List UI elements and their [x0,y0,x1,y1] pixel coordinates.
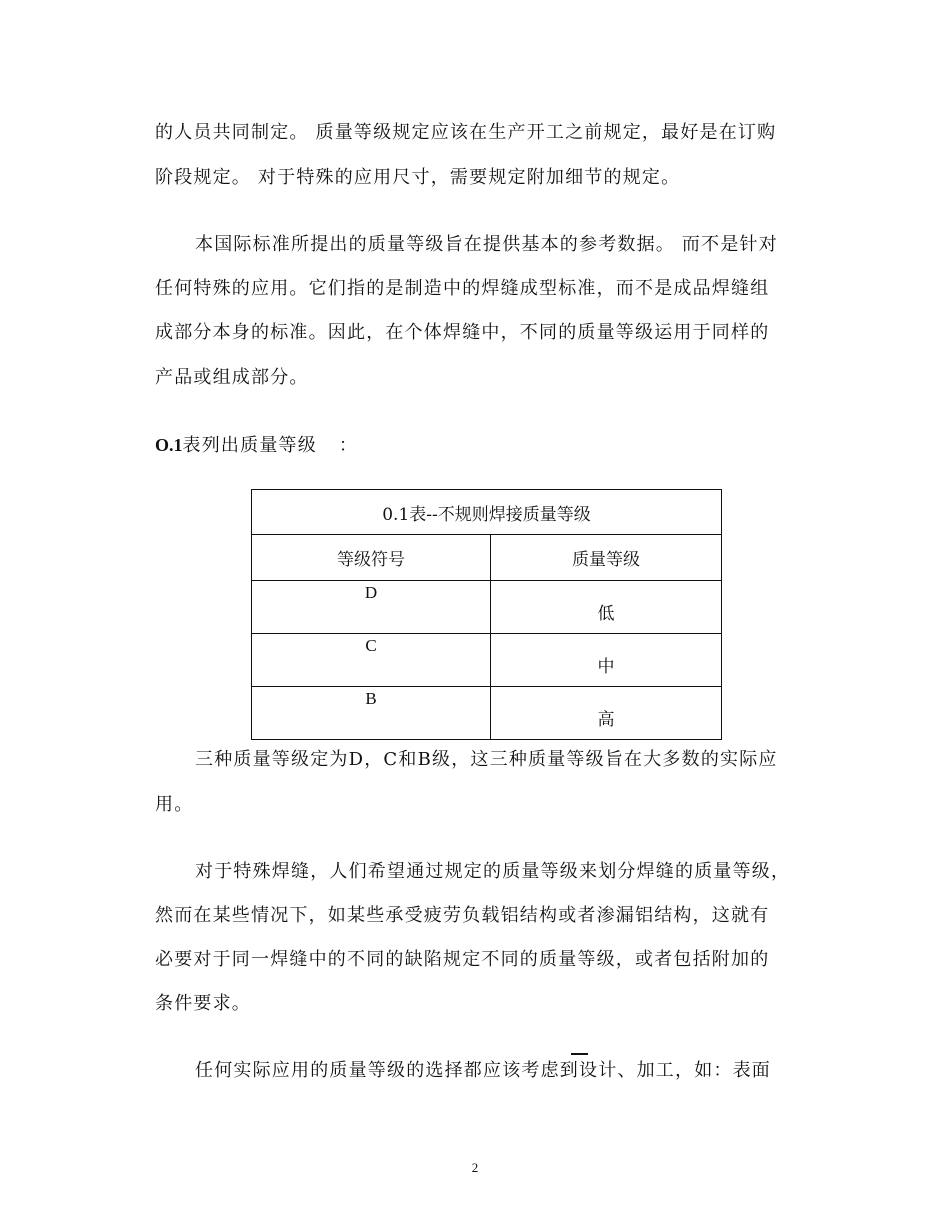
paragraph-3-line-2: 用。 [155,794,194,815]
grade-symbol-cell: B [252,687,491,740]
paragraph-4-line-3: 必要对于同一焊缝中的不同的缺陷规定不同的质量等级，或者包括附加的 [155,949,770,970]
overline-mark [571,1053,588,1055]
paragraph-4-line-1: 对于特殊焊缝，人们希望通过规定的质量等级来划分焊缝的质量等级， [195,861,791,882]
grade-symbol-cell: D [252,581,491,634]
table-heading-number: O.1 [155,435,183,455]
page-number: 2 [471,1160,479,1175]
quality-level-table [251,489,722,740]
quality-level-cell: 中 [491,634,722,687]
table-heading [155,433,358,458]
table-heading-colon: ： [338,435,359,456]
paragraph-2-line-1: 本国际标准所提出的质量等级旨在提供基本的参考数据。 而不是针对 [195,234,778,255]
table-row [252,581,722,634]
header-quality-level: 质量等级 [491,535,722,581]
quality-level-cell: 高 [491,687,722,740]
paragraph-4-line-4: 条件要求。 [155,993,251,1014]
table-row [252,687,722,740]
quality-level-cell: 低 [491,581,722,634]
paragraph-1-line-1: 的人员共同制定。 质量等级规定应该在生产开工之前规定，最好是在订购 [155,122,777,143]
paragraph-2-line-4: 产品或组成部分。 [155,367,309,388]
paragraph-3-line-1: 三种质量等级定为D，C和B级，这三种质量等级旨在大多数的实际应 [195,749,778,770]
table-heading-text: 表列出质量等级 [182,435,317,456]
paragraph-2-line-2: 任何特殊的应用。它们指的是制造中的焊缝成型标准，而不是成品焊缝组 [155,278,770,299]
paragraph-5-line-1: 任何实际应用的质量等级的选择都应该考虑到设计、加工，如：表面 [195,1060,771,1081]
table-title: 0.1表--不规则焊接质量等级 [252,490,722,535]
paragraph-1-line-2: 阶段规定。 对于特殊的应用尺寸，需要规定附加细节的规定。 [155,167,681,188]
header-grade-symbol: 等级符号 [252,535,491,581]
grade-symbol-cell: C [252,634,491,687]
table-row [252,634,722,687]
paragraph-2-line-3: 成部分本身的标准。因此，在个体焊缝中，不同的质量等级运用于同样的 [155,322,770,343]
paragraph-4-line-2: 然而在某些情况下，如某些承受疲劳负载铝结构或者渗漏铝结构，这就有 [155,905,770,926]
